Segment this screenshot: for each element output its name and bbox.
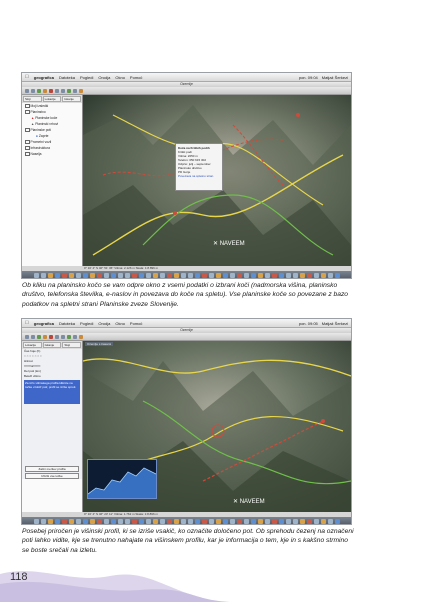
dock-icon[interactable] (48, 519, 53, 524)
dock-icon[interactable] (286, 519, 291, 524)
dock-icon[interactable] (328, 273, 333, 278)
dock-icon[interactable] (153, 273, 158, 278)
dock-icon[interactable] (307, 519, 312, 524)
popup-line: Kriški podi (178, 150, 192, 154)
tree-item[interactable]: ▲ Planinske koče (31, 116, 58, 120)
hut-icon: ▲ (31, 116, 35, 120)
map-view[interactable] (83, 95, 351, 266)
menu-item[interactable]: Pogledi (76, 74, 90, 80)
dock-icon[interactable] (272, 519, 277, 524)
svg-text:✕ NAVEEM: ✕ NAVEEM (233, 499, 265, 505)
time-scale[interactable]: ○ ○ ○ ○ ○ ○ ○ (24, 354, 42, 358)
gps-icon[interactable] (79, 89, 83, 93)
clock: pon. 09:05 (298, 320, 318, 326)
hut-info-popup[interactable] (175, 143, 223, 191)
tree-item[interactable]: ● Zaprte (36, 134, 49, 138)
menu-item[interactable]: Okno (111, 320, 122, 326)
dock-icon[interactable] (314, 273, 319, 278)
checkbox-icon[interactable] (25, 152, 30, 157)
dock-icon[interactable] (41, 273, 46, 278)
menu-item[interactable]: Orodja (94, 320, 107, 326)
apple-icon[interactable] (25, 320, 29, 326)
dock-icon[interactable] (237, 273, 242, 278)
status-bar: 0° 16' 4" S 46° 23' 11" Višina: 1.762 m Skala: 1:8.896 m (22, 512, 351, 517)
menu-item[interactable]: Okno (111, 74, 122, 80)
dock-icon[interactable] (223, 273, 228, 278)
dock-icon[interactable] (90, 519, 95, 524)
pin-icon[interactable] (43, 89, 47, 93)
dock-icon[interactable] (195, 519, 200, 524)
dock-icon[interactable] (293, 273, 298, 278)
dock-icon[interactable] (321, 273, 326, 278)
route-icon[interactable] (49, 335, 53, 339)
dock-icon[interactable] (272, 273, 277, 278)
dock-icon[interactable] (286, 273, 291, 278)
start-profile-button[interactable]: Začni meritev profila (25, 466, 79, 472)
menu-item[interactable]: Pomoč (126, 74, 139, 80)
measure-icon[interactable] (67, 89, 71, 93)
dock-icon[interactable] (237, 519, 242, 524)
dock-icon[interactable] (174, 273, 179, 278)
menu-bar (22, 73, 351, 82)
window-title: Ozemlje (22, 328, 351, 333)
layer-icon[interactable] (37, 335, 41, 339)
dock-icon[interactable] (265, 519, 270, 524)
dock-icon[interactable] (265, 273, 270, 278)
dock-icon[interactable] (244, 519, 249, 524)
instruction-text: Za izris višinskega profila kliknite na točke vzdolž poti; profil se izriše sproti. (24, 380, 80, 404)
control-label: Čas hoje (h) (24, 349, 41, 353)
route-icon[interactable] (49, 89, 53, 93)
zoom-in-icon[interactable] (55, 89, 59, 93)
trail-icon: ● (36, 134, 38, 138)
dock-icon[interactable] (279, 519, 284, 524)
tab-search[interactable]: Iskanje (43, 342, 62, 348)
dock-icon[interactable] (216, 273, 221, 278)
dock-icon[interactable] (300, 273, 305, 278)
dock-icon[interactable] (328, 519, 333, 524)
clear-points-button[interactable]: Izbriši vse točke (25, 473, 79, 479)
speed-slider[interactable]: ━━━━●━━━━ (24, 364, 41, 368)
popup-line: Telefon: 050 615 302 (178, 158, 207, 162)
status-bar: 0° 16' 4" S 40° 51' 36" Višina: 2.126 m Skala: 1:8.896 m (22, 266, 351, 271)
dock-icon[interactable] (62, 273, 67, 278)
tree-item[interactable]: Prometni vozli (22, 139, 82, 145)
dock-icon[interactable] (118, 519, 123, 524)
tab-locations[interactable]: Lokacije (23, 342, 42, 348)
dock-icon[interactable] (97, 273, 102, 278)
dock-icon[interactable] (167, 273, 172, 278)
dock-icon[interactable] (258, 273, 263, 278)
checkbox-icon[interactable] (25, 146, 30, 151)
peak-icon: ▲ (31, 122, 35, 126)
user-name[interactable]: Matjaž Šerkezi (321, 320, 348, 326)
measure-icon[interactable] (67, 335, 71, 339)
dock-icon[interactable] (146, 273, 151, 278)
dock-icon[interactable] (181, 273, 186, 278)
window-title: Ozemlje (22, 82, 351, 87)
dock-icon[interactable] (223, 519, 228, 524)
dock-icon[interactable] (111, 519, 116, 524)
dock-icon[interactable] (230, 273, 235, 278)
screenshot-2 (22, 319, 351, 524)
dock-icon[interactable] (188, 519, 193, 524)
popup-title: Koča na Kriških podih (178, 146, 210, 150)
dock-icon[interactable] (209, 519, 214, 524)
dock-icon[interactable] (125, 519, 130, 524)
dock-icon[interactable] (335, 273, 340, 278)
zoom-in-icon[interactable] (55, 335, 59, 339)
map-tab[interactable]: Ozemlje s trasami (87, 342, 112, 346)
map-view[interactable] (83, 341, 351, 512)
dock-icon[interactable] (321, 519, 326, 524)
toolbar (22, 333, 351, 341)
dock-icon[interactable] (83, 519, 88, 524)
dock-icon[interactable] (55, 519, 60, 524)
decorative-wave (0, 554, 424, 602)
dock-icon[interactable] (251, 273, 256, 278)
tab-layers[interactable]: Sloji (62, 342, 81, 348)
back-icon[interactable] (25, 335, 29, 339)
user-name[interactable]: Matjaž Šerkezi (321, 74, 348, 80)
dock-icon[interactable] (55, 273, 60, 278)
dock-icon[interactable] (230, 519, 235, 524)
dock-icon[interactable] (62, 519, 67, 524)
apple-icon[interactable] (25, 74, 29, 80)
popup-line: Planinsko društvo (178, 166, 202, 170)
tab-locations[interactable]: Lokacije (43, 96, 62, 102)
back-icon[interactable] (25, 89, 29, 93)
dock (22, 517, 351, 524)
dock-icon[interactable] (125, 273, 130, 278)
menu-item[interactable]: Datoteka (55, 320, 72, 326)
checkbox-icon[interactable] (25, 110, 30, 115)
profile-panel (22, 341, 83, 512)
dock-icon[interactable] (195, 273, 200, 278)
profile-controls (22, 349, 82, 479)
dock-icon[interactable] (139, 519, 144, 524)
print-icon[interactable] (73, 335, 77, 339)
dock-icon[interactable] (216, 519, 221, 524)
menu-item[interactable]: Pogledi (76, 320, 90, 326)
dock-icon[interactable] (69, 519, 74, 524)
dock-icon[interactable] (209, 273, 214, 278)
elevation-profile[interactable] (87, 459, 157, 499)
clock: pon. 09:04 (298, 74, 318, 80)
menu-bar (22, 319, 351, 328)
dock-icon[interactable] (139, 273, 144, 278)
dock-icon[interactable] (153, 519, 158, 524)
dock-icon[interactable] (300, 519, 305, 524)
dock-icon[interactable] (181, 519, 186, 524)
tree-item[interactable]: ▲ Planinski vrhovi (31, 122, 59, 126)
dock-icon[interactable] (118, 273, 123, 278)
forward-icon[interactable] (31, 89, 35, 93)
popup-link[interactable]: Povezava na spletno stran (178, 174, 214, 178)
dock-icon[interactable] (146, 519, 151, 524)
menu-item[interactable]: Orodja (94, 74, 107, 80)
menu-item[interactable]: Pomoč (126, 320, 139, 326)
dock-icon[interactable] (34, 519, 39, 524)
dock-icon[interactable] (307, 273, 312, 278)
dock-icon[interactable] (244, 273, 249, 278)
popup-line: Višina: 2050 m (178, 154, 198, 158)
dock-icon[interactable] (335, 519, 340, 524)
dock-icon[interactable] (76, 519, 81, 524)
caption-1: Ob kliku na planinsko kočo se vam odpre okno z vsemi podatki o izbrani koči (nadmorska višina, planinsko društvo, telefonska številka, e-naslov in povezava do koče na spletu). Vse planinske koče so povezane z bazo podatkov na spletni strani Planinske zveze Slovenije. (22, 282, 349, 308)
dock-icon[interactable] (104, 273, 109, 278)
app-name[interactable]: geografica (30, 74, 51, 80)
caption-2: Posebej priročen je višinski profil, ki se izriše vsakič, ko označite določeno pot. Ob sprehodu čezenj na označeni poti lahko vidite, kje se trenutno nahajate na višinskem profilu, kar je informacija o tem, kje in s kakšno strmino se boste srečali na izletu. (22, 528, 354, 554)
layers-panel (22, 95, 83, 266)
dock-icon[interactable] (314, 519, 319, 524)
gps-icon[interactable] (79, 335, 83, 339)
dock-icon[interactable] (188, 273, 193, 278)
tree-item[interactable]: Moji izsledki (22, 103, 82, 109)
dock-icon[interactable] (41, 519, 46, 524)
dock-icon[interactable] (258, 519, 263, 524)
dock-icon[interactable] (104, 519, 109, 524)
app-name[interactable]: geografica (30, 320, 51, 326)
dock-icon[interactable] (202, 273, 207, 278)
dock-icon[interactable] (48, 273, 53, 278)
dock-icon[interactable] (97, 519, 102, 524)
menu-item[interactable]: Datoteka (55, 74, 72, 80)
dock-icon[interactable] (167, 519, 172, 524)
checkbox-icon[interactable] (25, 128, 30, 133)
dock-icon[interactable] (34, 273, 39, 278)
layer-tree (22, 103, 82, 157)
zoom-out-icon[interactable] (61, 335, 65, 339)
tree-item[interactable]: Planinstvo (22, 109, 82, 115)
dock-icon[interactable] (174, 519, 179, 524)
screenshot-1 (22, 73, 351, 278)
layer-icon[interactable] (37, 89, 41, 93)
dock-icon[interactable] (132, 273, 137, 278)
popup-line: PD Gorje (178, 170, 191, 174)
tree-item[interactable]: Naselja (22, 151, 82, 157)
svg-text:✕ NAVEEM: ✕ NAVEEM (213, 241, 245, 247)
toolbar (22, 87, 351, 95)
dock-icon[interactable] (132, 519, 137, 524)
pin-icon[interactable] (43, 335, 47, 339)
tree-item[interactable]: Planinske poti (22, 127, 82, 133)
page-number: 118 (10, 571, 28, 583)
tree-item[interactable]: Infrastruktura (22, 145, 82, 151)
checkbox-icon[interactable] (25, 140, 30, 145)
control-label: Beleži višino (24, 374, 41, 378)
checkbox-icon[interactable] (25, 104, 30, 109)
dock-icon[interactable] (160, 519, 165, 524)
control-label: Del poti (km) (24, 369, 42, 373)
control-label: Hitrost (24, 359, 33, 363)
dock-icon[interactable] (293, 519, 298, 524)
tab-layers[interactable]: Sloji (23, 96, 42, 102)
dock-icon[interactable] (202, 519, 207, 524)
dock-icon[interactable] (83, 273, 88, 278)
dock-icon[interactable] (251, 519, 256, 524)
dock-icon[interactable] (111, 273, 116, 278)
zoom-out-icon[interactable] (61, 89, 65, 93)
dock-icon[interactable] (69, 273, 74, 278)
tab-search[interactable]: Iskanje (62, 96, 81, 102)
dock-icon[interactable] (160, 273, 165, 278)
dock-icon[interactable] (76, 273, 81, 278)
print-icon[interactable] (73, 89, 77, 93)
dock-icon[interactable] (90, 273, 95, 278)
dock-icon[interactable] (279, 273, 284, 278)
forward-icon[interactable] (31, 335, 35, 339)
popup-line: Odprto: julij – september (178, 162, 211, 166)
dock (22, 271, 351, 278)
